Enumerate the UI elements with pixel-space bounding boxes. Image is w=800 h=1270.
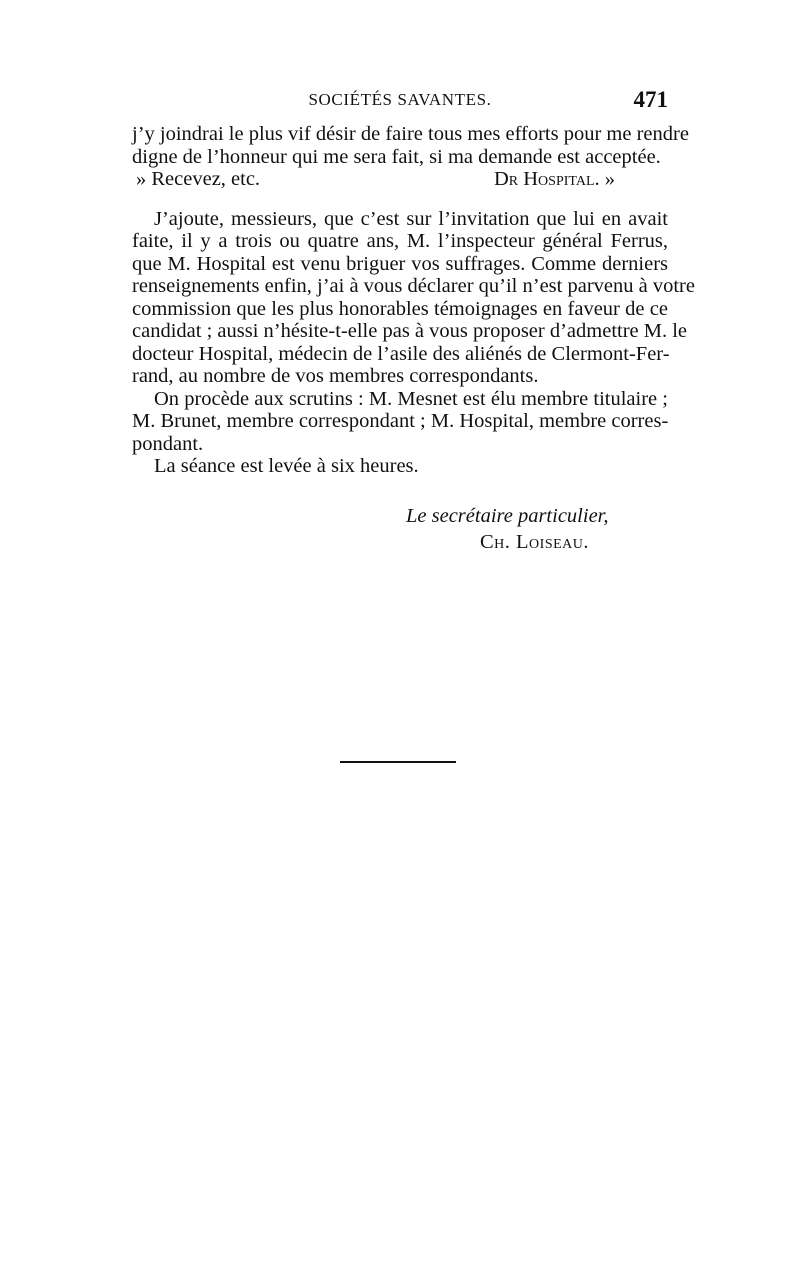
letter-closing-line — [132, 168, 668, 191]
signatory-title: Le secrétaire particulier, — [406, 505, 609, 527]
page-header — [132, 87, 668, 118]
text-line: que M. Hospital est venu briguer vos suffrages. Comme derniers — [132, 252, 668, 275]
text-line: candidat ; aussi n’hésite-t-elle pas à vous proposer d’admettre M. le — [132, 320, 688, 342]
signatory-name: Ch. Loiseau. — [480, 531, 590, 553]
text-line: docteur Hospital, médecin de l’asile des aliénés de Clermont-Fer- — [132, 342, 670, 365]
text-line: J’ajoute, messieurs, que c’est sur l’invitation que lui en avait — [154, 207, 668, 230]
text-line: rand, au nombre de vos membres correspondants. — [132, 365, 539, 387]
signature-block — [400, 503, 620, 555]
text-line: faite, il y a trois ou quatre ans, M. l’inspecteur général Ferrus, — [132, 230, 668, 252]
text-line: j’y joindrai le plus vif désir de faire tous mes efforts pour me rendre — [132, 123, 689, 145]
letter-closing: » Recevez, etc. — [136, 168, 261, 190]
letter-signature: Dr Hospital. » — [493, 168, 615, 190]
text-line: digne de l’honneur qui me sera fait, si ma demande est acceptée. — [132, 145, 661, 168]
text-line: La séance est levée à six heures. — [154, 455, 419, 477]
running-head: SOCIÉTÉS SAVANTES. — [308, 90, 492, 109]
text-line: M. Brunet, membre correspondant ; M. Hospital, membre corres- — [132, 410, 669, 432]
page-number: 471 — [633, 87, 668, 112]
end-rule — [340, 761, 456, 763]
text-line: commission que les plus honorables témoignages en faveur de ce — [132, 297, 668, 320]
body-text — [132, 123, 695, 478]
text-line: On procède aux scrutins : M. Mesnet est élu membre titulaire ; — [154, 387, 668, 410]
text-line: renseignements enfin, j’ai à vous déclarer qu’il n’est parvenu à votre — [132, 275, 695, 297]
text-line: pondant. — [132, 432, 204, 455]
